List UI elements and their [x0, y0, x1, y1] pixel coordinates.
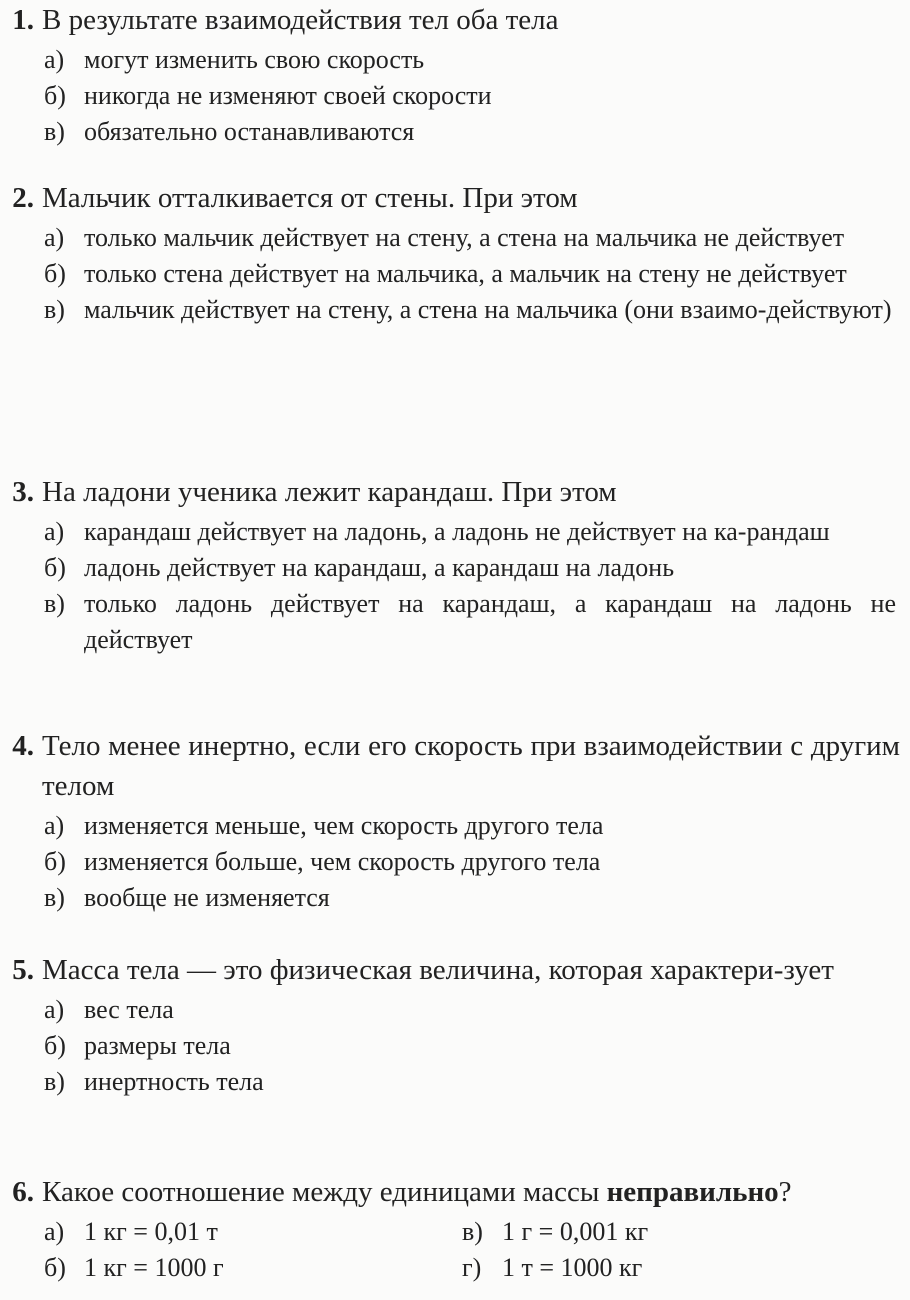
option-text: ладонь действует на карандаш, а карандаш на ладонь: [84, 553, 675, 582]
option-letter: б): [44, 259, 66, 288]
answer-option[interactable]: [462, 1214, 896, 1250]
question-2: [0, 178, 910, 328]
answer-option[interactable]: [0, 586, 910, 658]
question-number: 5.: [12, 954, 34, 986]
answer-option[interactable]: [0, 78, 910, 114]
question-text: Мальчик отталкивается от стены. При этом: [42, 182, 578, 214]
answer-option[interactable]: [0, 114, 910, 150]
option-letter: г): [462, 1253, 482, 1282]
question-3: [0, 472, 910, 658]
option-letter: а): [44, 517, 65, 546]
option-letter: б): [44, 553, 66, 582]
option-letter: а): [44, 811, 65, 840]
answer-option[interactable]: [0, 880, 910, 916]
option-text: могут изменить свою скорость: [84, 45, 425, 74]
option-letter: а): [44, 45, 65, 74]
option-letter: в): [44, 589, 65, 618]
option-text: только ладонь действует на карандаш, а карандаш на ладонь не действует: [84, 589, 896, 654]
option-text: никогда не изменяют своей скорости: [84, 81, 492, 110]
option-letter: в): [44, 117, 65, 146]
option-letter: б): [44, 81, 66, 110]
option-letter: в): [44, 1067, 65, 1096]
option-text: изменяется меньше, чем скорость другого тела: [84, 811, 604, 840]
option-text: обязательно останавливаются: [84, 117, 415, 146]
option-text: вес тела: [84, 995, 174, 1024]
option-text: карандаш действует на ладонь, а ладонь не действует на ка-рандаш: [84, 517, 830, 546]
question-text-end: ?: [778, 1176, 792, 1208]
answer-options: [0, 808, 910, 916]
option-text: 1 г = 0,001 кг: [502, 1217, 649, 1246]
option-letter: а): [44, 995, 65, 1024]
answer-option[interactable]: [0, 1064, 910, 1100]
question-text-start: Какое соотношение между единицами массы: [42, 1176, 607, 1208]
question-5: [0, 950, 910, 1100]
question-6: [0, 1172, 910, 1286]
answer-options: [0, 1214, 910, 1286]
option-letter: б): [44, 847, 66, 876]
answer-option[interactable]: [0, 550, 910, 586]
question-text: Масса тела — это физическая величина, которая характери-зует: [42, 954, 834, 986]
answer-option[interactable]: [0, 514, 910, 550]
answer-option[interactable]: [44, 1250, 462, 1286]
answer-option[interactable]: [0, 220, 910, 256]
question-1: [0, 0, 910, 150]
answer-option[interactable]: [44, 1214, 462, 1250]
answer-option[interactable]: [462, 1250, 896, 1286]
option-letter: а): [44, 1217, 65, 1246]
question-number: 4.: [12, 730, 34, 762]
question-text: [42, 1172, 910, 1212]
option-letter: б): [44, 1031, 66, 1060]
option-letter: а): [44, 223, 65, 252]
option-text: 1 кг = 0,01 т: [84, 1217, 218, 1246]
option-letter: в): [44, 883, 65, 912]
question-number: 1.: [12, 4, 34, 36]
option-text: 1 кг = 1000 г: [84, 1253, 224, 1282]
answer-options: [0, 992, 910, 1100]
answer-option[interactable]: [0, 292, 910, 328]
option-letter: в): [44, 295, 65, 324]
option-letter: б): [44, 1253, 66, 1282]
answer-option[interactable]: [0, 992, 910, 1028]
question-text-emphasis: неправильно: [606, 1176, 779, 1208]
option-text: размеры тела: [84, 1031, 231, 1060]
question-text: На ладони ученика лежит карандаш. При этом: [42, 476, 617, 508]
question-text: Тело менее инертно, если его скорость при взаимодействии с другим телом: [42, 730, 900, 802]
option-text: изменяется больше, чем скорость другого тела: [84, 847, 601, 876]
option-text: только стена действует на мальчика, а мальчик на стену не действует: [84, 259, 847, 288]
question-4: [0, 726, 910, 916]
answer-options: [0, 220, 910, 328]
question-text: В результате взаимодействия тел оба тела: [42, 4, 559, 36]
answer-option[interactable]: [0, 42, 910, 78]
option-text: 1 т = 1000 кг: [502, 1253, 643, 1282]
answer-options: [0, 42, 910, 150]
option-text: мальчик действует на стену, а стена на мальчика (они взаимо-действуют): [84, 295, 892, 324]
option-letter: в): [462, 1217, 483, 1246]
answer-options: [0, 514, 910, 658]
option-text: инертность тела: [84, 1067, 264, 1096]
question-number: 2.: [12, 182, 34, 214]
question-number: 3.: [12, 476, 34, 508]
answer-option[interactable]: [0, 256, 910, 292]
answer-option[interactable]: [0, 844, 910, 880]
answer-option[interactable]: [0, 1028, 910, 1064]
option-text: вообще не изменяется: [84, 883, 330, 912]
option-text: только мальчик действует на стену, а стена на мальчика не действует: [84, 223, 845, 252]
answer-option[interactable]: [0, 808, 910, 844]
question-number: 6.: [12, 1176, 34, 1208]
